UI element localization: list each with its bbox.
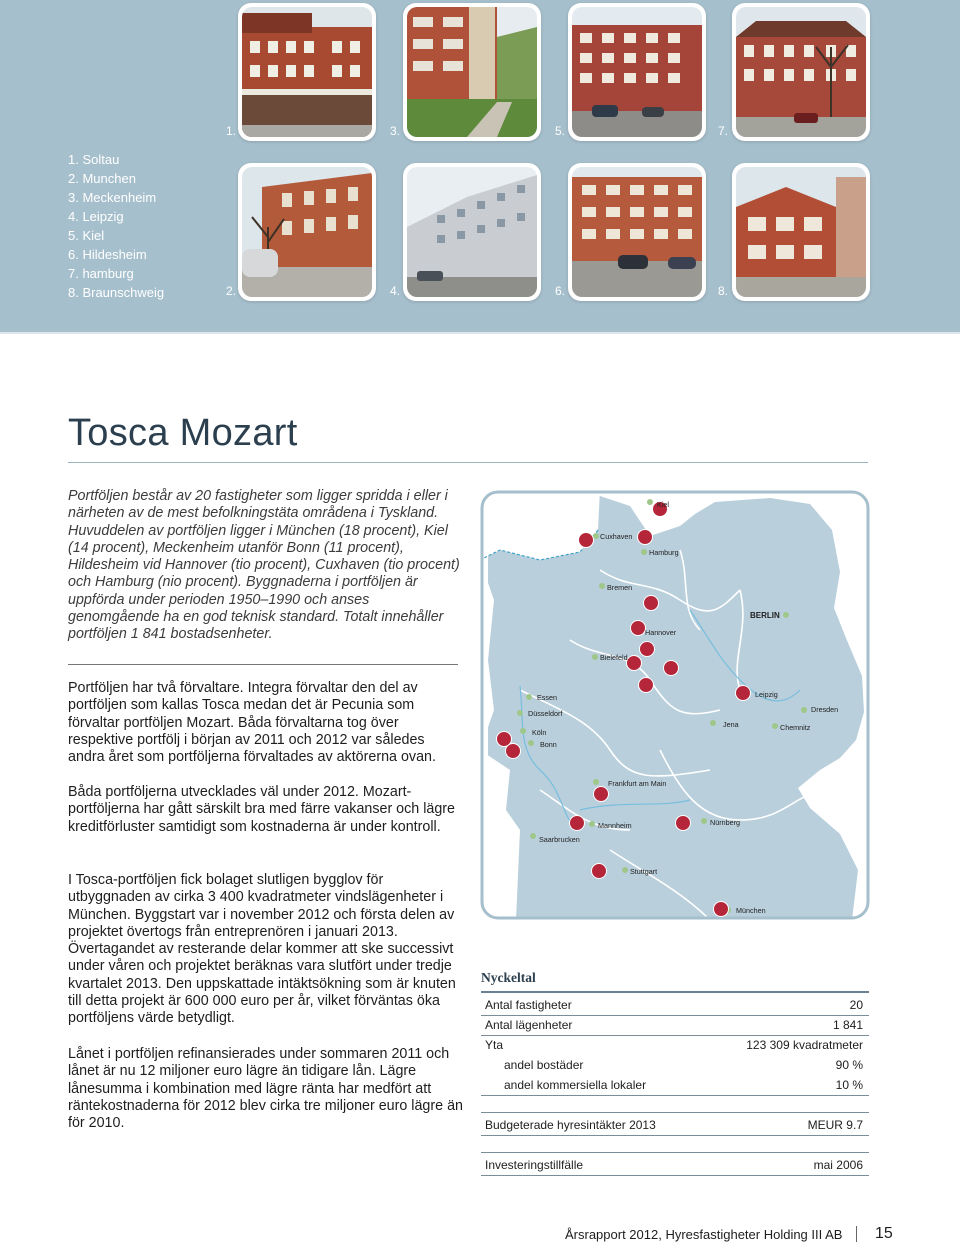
page-title: Tosca Mozart bbox=[68, 412, 298, 454]
row-divider bbox=[481, 1112, 869, 1113]
text-divider bbox=[68, 664, 458, 665]
property-marker bbox=[664, 661, 679, 676]
key-figure-value: MEUR 9.7 bbox=[807, 1118, 863, 1132]
city-label: Düsseldorf bbox=[528, 709, 563, 718]
property-list-item: 7. hamburg bbox=[68, 266, 134, 281]
property-marker bbox=[627, 656, 642, 671]
property-list-item: 2. Munchen bbox=[68, 171, 136, 186]
photo-number: 8. bbox=[718, 284, 729, 298]
property-photo-3 bbox=[403, 3, 541, 141]
property-marker bbox=[714, 902, 729, 917]
city-label: Cuxhaven bbox=[600, 532, 633, 541]
property-list bbox=[68, 150, 164, 302]
body-paragraph: Båda portföljerna utvecklades väl under 2012. Mozart-portföljerna har gått särskilt bra med färre vakanser och lägre kreditförluster samtidigt som kostnaderna är under kontroll. bbox=[68, 784, 455, 835]
property-photo-5 bbox=[568, 3, 706, 141]
row-divider bbox=[481, 1095, 869, 1096]
photo-number: 4. bbox=[390, 284, 401, 298]
city-label: München bbox=[736, 906, 766, 915]
property-list-item: 5. Kiel bbox=[68, 228, 105, 243]
row-divider bbox=[481, 1035, 869, 1036]
property-marker bbox=[631, 621, 646, 636]
photo-number: 2. bbox=[226, 284, 237, 298]
city-label: Bonn bbox=[540, 740, 557, 749]
property-marker bbox=[676, 816, 691, 831]
photo-number: 3. bbox=[390, 124, 401, 138]
property-photo-6 bbox=[568, 163, 706, 301]
key-figure-value: 10 % bbox=[835, 1078, 863, 1092]
city-label: Hamburg bbox=[649, 548, 679, 557]
title-divider bbox=[68, 462, 868, 463]
city-label: Mannheim bbox=[598, 821, 632, 830]
row-divider bbox=[481, 1152, 869, 1153]
page-number: 15 bbox=[875, 1225, 893, 1242]
photo-number: 6. bbox=[555, 284, 566, 298]
photo-number: 5. bbox=[555, 124, 566, 138]
footer-separator bbox=[856, 1226, 857, 1242]
property-marker bbox=[639, 678, 654, 693]
property-marker bbox=[570, 816, 585, 831]
property-marker bbox=[736, 686, 751, 701]
city-label: Kiel bbox=[657, 500, 669, 509]
banner-divider bbox=[0, 332, 960, 334]
property-photo-7 bbox=[732, 3, 870, 141]
city-label: Leipzig bbox=[755, 690, 778, 699]
city-label: BERLIN bbox=[750, 611, 780, 620]
city-label: Hannover bbox=[645, 628, 677, 637]
city-label: Essen bbox=[537, 693, 557, 702]
property-marker bbox=[638, 530, 653, 545]
property-marker bbox=[506, 744, 521, 759]
key-figures-title: Nyckeltal bbox=[481, 970, 536, 985]
property-photo-1 bbox=[238, 3, 376, 141]
key-figure-label: Antal lägenheter bbox=[485, 1018, 573, 1032]
key-figure-label: Budgeterade hyresintäkter 2013 bbox=[485, 1118, 656, 1132]
city-label: Dresden bbox=[811, 705, 839, 714]
city-label: Stuttgart bbox=[630, 867, 658, 876]
property-list-item: 8. Braunschweig bbox=[68, 285, 165, 300]
key-figures-header-rule bbox=[481, 991, 869, 993]
key-figure-label: andel bostäder bbox=[504, 1058, 584, 1072]
city-label: Bremen bbox=[607, 583, 633, 592]
city-label: Chemnitz bbox=[780, 723, 811, 732]
footer-title: Årsrapport 2012, Hyresfastigheter Holding III AB bbox=[565, 1227, 843, 1242]
key-figure-value: 123 309 kvadratmeter bbox=[746, 1038, 863, 1052]
property-marker bbox=[579, 533, 594, 548]
photo-number: 7. bbox=[718, 124, 729, 138]
photo-number: 1. bbox=[226, 124, 237, 138]
property-photo-2 bbox=[238, 163, 376, 301]
key-figure-value: mai 2006 bbox=[813, 1158, 863, 1172]
city-label: Frankfurt am Main bbox=[608, 779, 667, 788]
row-divider bbox=[481, 1175, 869, 1176]
city-label: Köln bbox=[532, 728, 547, 737]
city-label: Jena bbox=[723, 720, 739, 729]
property-marker bbox=[594, 787, 609, 802]
property-marker bbox=[640, 642, 655, 657]
property-list-item: 6. Hildesheim bbox=[68, 247, 147, 262]
key-figure-value: 20 bbox=[849, 998, 863, 1012]
city-label: Saarbrucken bbox=[539, 835, 580, 844]
key-figure-label: Yta bbox=[485, 1038, 504, 1052]
germany-map bbox=[480, 490, 870, 920]
key-figure-label: Antal fastigheter bbox=[485, 998, 572, 1012]
row-divider bbox=[481, 1135, 869, 1136]
body-paragraph: Lånet i portföljen refinansierades under sommaren 2011 och lånet är nu 12 miljoner euro lägre än tidigare lån. Lägre lånesumma i kombination med lägre ränta har medfört att räntekostnaderna för 2012 blev cirka tre miljoner euro lägre än för 2010. bbox=[68, 1046, 463, 1132]
map-land bbox=[488, 496, 864, 920]
key-figure-label: Investeringstillfälle bbox=[485, 1158, 584, 1172]
intro-paragraph: Portföljen består av 20 fastigheter som ligger spridda i eller i närheten av de mest befolkningstäta områdena i Tyskland. Huvuddelen av portföljen ligger i München (18 procent), Kiel (14 procent), Meckenheim utanför Bonn (11 procent), Hildesheim vid Hannover (tio procent), Cuxhaven (tio procent) och Hamburg (nio procent). Byggnaderna i portföljen är uppförda under perioden 1950–1990 och anses genomgående ha en god teknisk standard. Totalt innehåller portföljen 1 841 bostadsenheter. bbox=[68, 488, 460, 643]
property-marker bbox=[644, 596, 659, 611]
property-photo-4 bbox=[403, 163, 541, 301]
body-paragraph: I Tosca-portföljen fick bolaget slutligen bygglov för utbyggnaden av cirka 3 400 kvadratmeter vindslägenheter i München. Byggstart var i november 2012 och första delen av projektet övertogs från entreprenören i januari 2013. Övertagandet av resterande delar kommer att ske successivt under våren och projektet beräknas vara slutfört under tredje kvartalet 2013. Den uppskattade intäktsökning som är knuten till detta projekt är 600 000 euro per år, vilket förväntas öka portföljens värde betydligt. bbox=[68, 872, 456, 1027]
key-figure-value: 90 % bbox=[835, 1058, 863, 1072]
photo-banner bbox=[0, 0, 960, 332]
property-list-item: 3. Meckenheim bbox=[68, 190, 157, 205]
property-list-item: 1. Soltau bbox=[68, 152, 120, 167]
city-label: Bielefeld bbox=[600, 653, 628, 662]
body-paragraph: Portföljen har två förvaltare. Integra förvaltar den del av portföljen som kallas Tosca medan det är Pecunia som förvaltar portföljen Mozart. Båda förvaltarna tog över respektive portfölj i början av 2011 och 2012 var således andra året som portföljerna förvaltades av aktörerna ovan. bbox=[68, 680, 436, 766]
property-marker bbox=[592, 864, 607, 879]
property-photo-8 bbox=[732, 163, 870, 301]
city-label: Nürnberg bbox=[710, 818, 740, 827]
key-figure-value: 1 841 bbox=[832, 1018, 863, 1032]
key-figure-label: andel kommersiella lokaler bbox=[504, 1078, 647, 1092]
property-list-item: 4. Leipzig bbox=[68, 209, 124, 224]
row-divider bbox=[481, 1015, 869, 1016]
